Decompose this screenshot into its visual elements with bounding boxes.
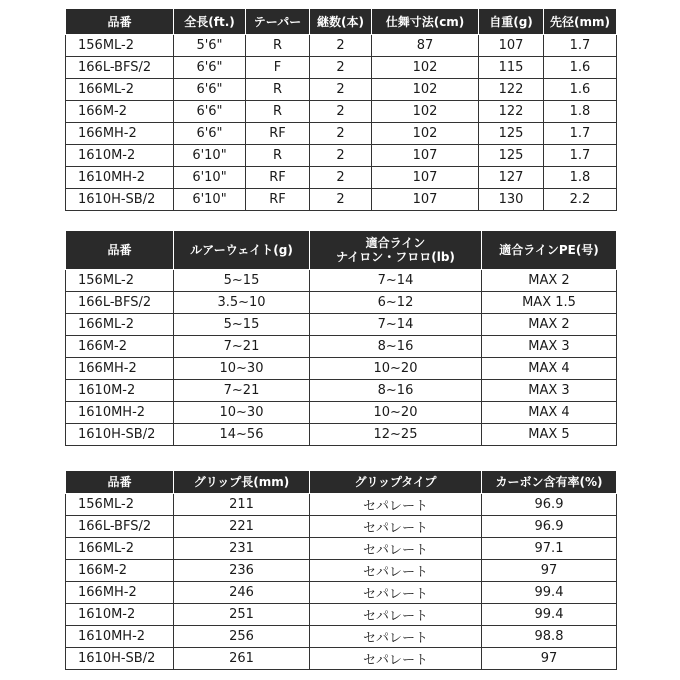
table-cell: 6'6" xyxy=(174,123,246,145)
table-cell: 97 xyxy=(482,648,617,670)
table-cell: R xyxy=(246,79,310,101)
table-cell: 10~20 xyxy=(310,358,482,380)
table-row xyxy=(66,189,617,211)
header-model: 品番 xyxy=(66,9,174,35)
table-row xyxy=(66,516,617,538)
table-cell: 6'6" xyxy=(174,57,246,79)
table-row xyxy=(66,494,617,516)
table-cell: 10~30 xyxy=(174,358,310,380)
table-row xyxy=(66,424,617,446)
table-row xyxy=(66,538,617,560)
table-cell: セパレート xyxy=(310,582,482,604)
table-row xyxy=(66,79,617,101)
table-row xyxy=(66,57,617,79)
header-taper: テーパー xyxy=(246,9,310,35)
table-cell: 96.9 xyxy=(482,516,617,538)
model-cell: 166ML-2 xyxy=(66,79,174,101)
table-cell: 107 xyxy=(372,145,479,167)
header-model: 品番 xyxy=(66,231,174,270)
table-cell: 1.8 xyxy=(544,167,617,189)
table-cell: R xyxy=(246,35,310,57)
table-row xyxy=(66,648,617,670)
header-line-subtitle: ナイロン・フロロ(lb) xyxy=(336,250,455,264)
model-cell: 1610MH-2 xyxy=(66,626,174,648)
table-cell: 14~56 xyxy=(174,424,310,446)
table-row xyxy=(66,604,617,626)
table-cell: MAX 5 xyxy=(482,424,617,446)
table-row xyxy=(66,560,617,582)
table-cell: 87 xyxy=(372,35,479,57)
model-cell: 166L-BFS/2 xyxy=(66,516,174,538)
header-model: 品番 xyxy=(66,471,174,494)
table-cell: 125 xyxy=(479,123,544,145)
table-cell: 107 xyxy=(372,167,479,189)
table-cell: MAX 3 xyxy=(482,380,617,402)
table-row xyxy=(66,145,617,167)
table-cell: 6'6" xyxy=(174,79,246,101)
table-cell: 8~16 xyxy=(310,380,482,402)
table-row xyxy=(66,270,617,292)
table-cell: MAX 3 xyxy=(482,336,617,358)
table-cell: MAX 4 xyxy=(482,402,617,424)
table-cell: セパレート xyxy=(310,626,482,648)
table-row xyxy=(66,101,617,123)
header-line-nylon-fluoro xyxy=(310,231,482,270)
table-cell: 2 xyxy=(310,123,372,145)
table-cell: 246 xyxy=(174,582,310,604)
table-cell: 3.5~10 xyxy=(174,292,310,314)
table-cell: MAX 1.5 xyxy=(482,292,617,314)
table-row xyxy=(66,336,617,358)
model-cell: 1610M-2 xyxy=(66,380,174,402)
header-tip-diameter: 先径(mm) xyxy=(544,9,617,35)
table-cell: 251 xyxy=(174,604,310,626)
table-cell: セパレート xyxy=(310,494,482,516)
table-cell: 1.6 xyxy=(544,79,617,101)
table-cell: 10~30 xyxy=(174,402,310,424)
table-cell: 107 xyxy=(372,189,479,211)
table-cell: 127 xyxy=(479,167,544,189)
table-cell: 97.1 xyxy=(482,538,617,560)
table-cell: 107 xyxy=(479,35,544,57)
table-cell: 1.7 xyxy=(544,145,617,167)
table-cell: 6'6" xyxy=(174,101,246,123)
spec-table-basic xyxy=(65,8,617,211)
table-cell: 211 xyxy=(174,494,310,516)
table-cell: 221 xyxy=(174,516,310,538)
table-cell: 8~16 xyxy=(310,336,482,358)
model-cell: 1610M-2 xyxy=(66,145,174,167)
table-row xyxy=(66,167,617,189)
table-cell: 2 xyxy=(310,167,372,189)
table-cell: 96.9 xyxy=(482,494,617,516)
model-cell: 156ML-2 xyxy=(66,270,174,292)
header-grip-type: グリップタイプ xyxy=(310,471,482,494)
table-cell: 10~20 xyxy=(310,402,482,424)
model-cell: 166M-2 xyxy=(66,560,174,582)
table-cell: セパレート xyxy=(310,538,482,560)
table-row xyxy=(66,582,617,604)
table-cell: 122 xyxy=(479,79,544,101)
table-row xyxy=(66,314,617,336)
table-cell: 261 xyxy=(174,648,310,670)
table-cell: 102 xyxy=(372,101,479,123)
spec-table-grip xyxy=(65,470,617,670)
model-cell: 156ML-2 xyxy=(66,494,174,516)
header-line-title: 適合ライン xyxy=(365,236,426,250)
table-cell: 97 xyxy=(482,560,617,582)
model-cell: 166M-2 xyxy=(66,336,174,358)
table-cell: 122 xyxy=(479,101,544,123)
spec-table-line xyxy=(65,230,617,446)
model-cell: 166L-BFS/2 xyxy=(66,57,174,79)
table-cell: 5'6" xyxy=(174,35,246,57)
table-cell: 236 xyxy=(174,560,310,582)
table-row xyxy=(66,292,617,314)
table-row xyxy=(66,402,617,424)
model-cell: 166MH-2 xyxy=(66,358,174,380)
table-cell: 1.7 xyxy=(544,123,617,145)
table-cell: 2.2 xyxy=(544,189,617,211)
table-cell: 6'10" xyxy=(174,145,246,167)
table-cell: 102 xyxy=(372,57,479,79)
table-row xyxy=(66,35,617,57)
header-line-pe: 適合ラインPE(号) xyxy=(482,231,617,270)
table-cell: RF xyxy=(246,189,310,211)
table-cell: 99.4 xyxy=(482,604,617,626)
table-cell: 231 xyxy=(174,538,310,560)
table-cell: 2 xyxy=(310,35,372,57)
table-cell: 7~14 xyxy=(310,314,482,336)
table-cell: 7~14 xyxy=(310,270,482,292)
table-cell: 7~21 xyxy=(174,336,310,358)
table-cell: 1.8 xyxy=(544,101,617,123)
table-cell: 98.8 xyxy=(482,626,617,648)
header-grip-length: グリップ長(mm) xyxy=(174,471,310,494)
table-row xyxy=(66,358,617,380)
model-cell: 166L-BFS/2 xyxy=(66,292,174,314)
table-cell: 2 xyxy=(310,189,372,211)
table-cell: 256 xyxy=(174,626,310,648)
model-cell: 166MH-2 xyxy=(66,582,174,604)
table-cell: 2 xyxy=(310,57,372,79)
table-cell: 7~21 xyxy=(174,380,310,402)
spec-table-grip-body xyxy=(66,494,617,670)
table-cell: RF xyxy=(246,123,310,145)
header-carbon-content: カーボン含有率(%) xyxy=(482,471,617,494)
model-cell: 1610MH-2 xyxy=(66,167,174,189)
table-cell: 2 xyxy=(310,101,372,123)
model-cell: 166M-2 xyxy=(66,101,174,123)
table-cell: R xyxy=(246,101,310,123)
model-cell: 156ML-2 xyxy=(66,35,174,57)
table-cell: MAX 4 xyxy=(482,358,617,380)
table-cell: 6'10" xyxy=(174,167,246,189)
table-cell: R xyxy=(246,145,310,167)
table-cell: RF xyxy=(246,167,310,189)
table-cell: 2 xyxy=(310,145,372,167)
header-weight: 自重(g) xyxy=(479,9,544,35)
table-cell: 2 xyxy=(310,79,372,101)
table-row xyxy=(66,123,617,145)
model-cell: 1610H-SB/2 xyxy=(66,424,174,446)
table-cell: 125 xyxy=(479,145,544,167)
table-cell: 6'10" xyxy=(174,189,246,211)
table-cell: 5~15 xyxy=(174,314,310,336)
model-cell: 166ML-2 xyxy=(66,314,174,336)
table-row xyxy=(66,380,617,402)
table-cell: 115 xyxy=(479,57,544,79)
table-cell: 130 xyxy=(479,189,544,211)
table-cell: 99.4 xyxy=(482,582,617,604)
header-lure-weight: ルアーウェイト(g) xyxy=(174,231,310,270)
model-cell: 1610H-SB/2 xyxy=(66,648,174,670)
table-cell: 1.6 xyxy=(544,57,617,79)
header-closed-length: 仕舞寸法(cm) xyxy=(372,9,479,35)
table-cell: MAX 2 xyxy=(482,314,617,336)
model-cell: 1610MH-2 xyxy=(66,402,174,424)
table-cell: 5~15 xyxy=(174,270,310,292)
table-cell: 12~25 xyxy=(310,424,482,446)
table-row xyxy=(66,626,617,648)
model-cell: 1610M-2 xyxy=(66,604,174,626)
model-cell: 1610H-SB/2 xyxy=(66,189,174,211)
model-cell: 166MH-2 xyxy=(66,123,174,145)
table-header-row xyxy=(66,231,617,270)
table-cell: F xyxy=(246,57,310,79)
header-length: 全長(ft.) xyxy=(174,9,246,35)
spec-table-basic-body xyxy=(66,35,617,211)
table-header-row xyxy=(66,471,617,494)
table-cell: セパレート xyxy=(310,560,482,582)
table-cell: 102 xyxy=(372,79,479,101)
header-pieces: 継数(本) xyxy=(310,9,372,35)
table-header-row xyxy=(66,9,617,35)
table-cell: 6~12 xyxy=(310,292,482,314)
table-cell: セパレート xyxy=(310,604,482,626)
spec-table-line-body xyxy=(66,270,617,446)
table-cell: セパレート xyxy=(310,648,482,670)
table-cell: 102 xyxy=(372,123,479,145)
table-cell: セパレート xyxy=(310,516,482,538)
model-cell: 166ML-2 xyxy=(66,538,174,560)
table-cell: 1.7 xyxy=(544,35,617,57)
table-cell: MAX 2 xyxy=(482,270,617,292)
